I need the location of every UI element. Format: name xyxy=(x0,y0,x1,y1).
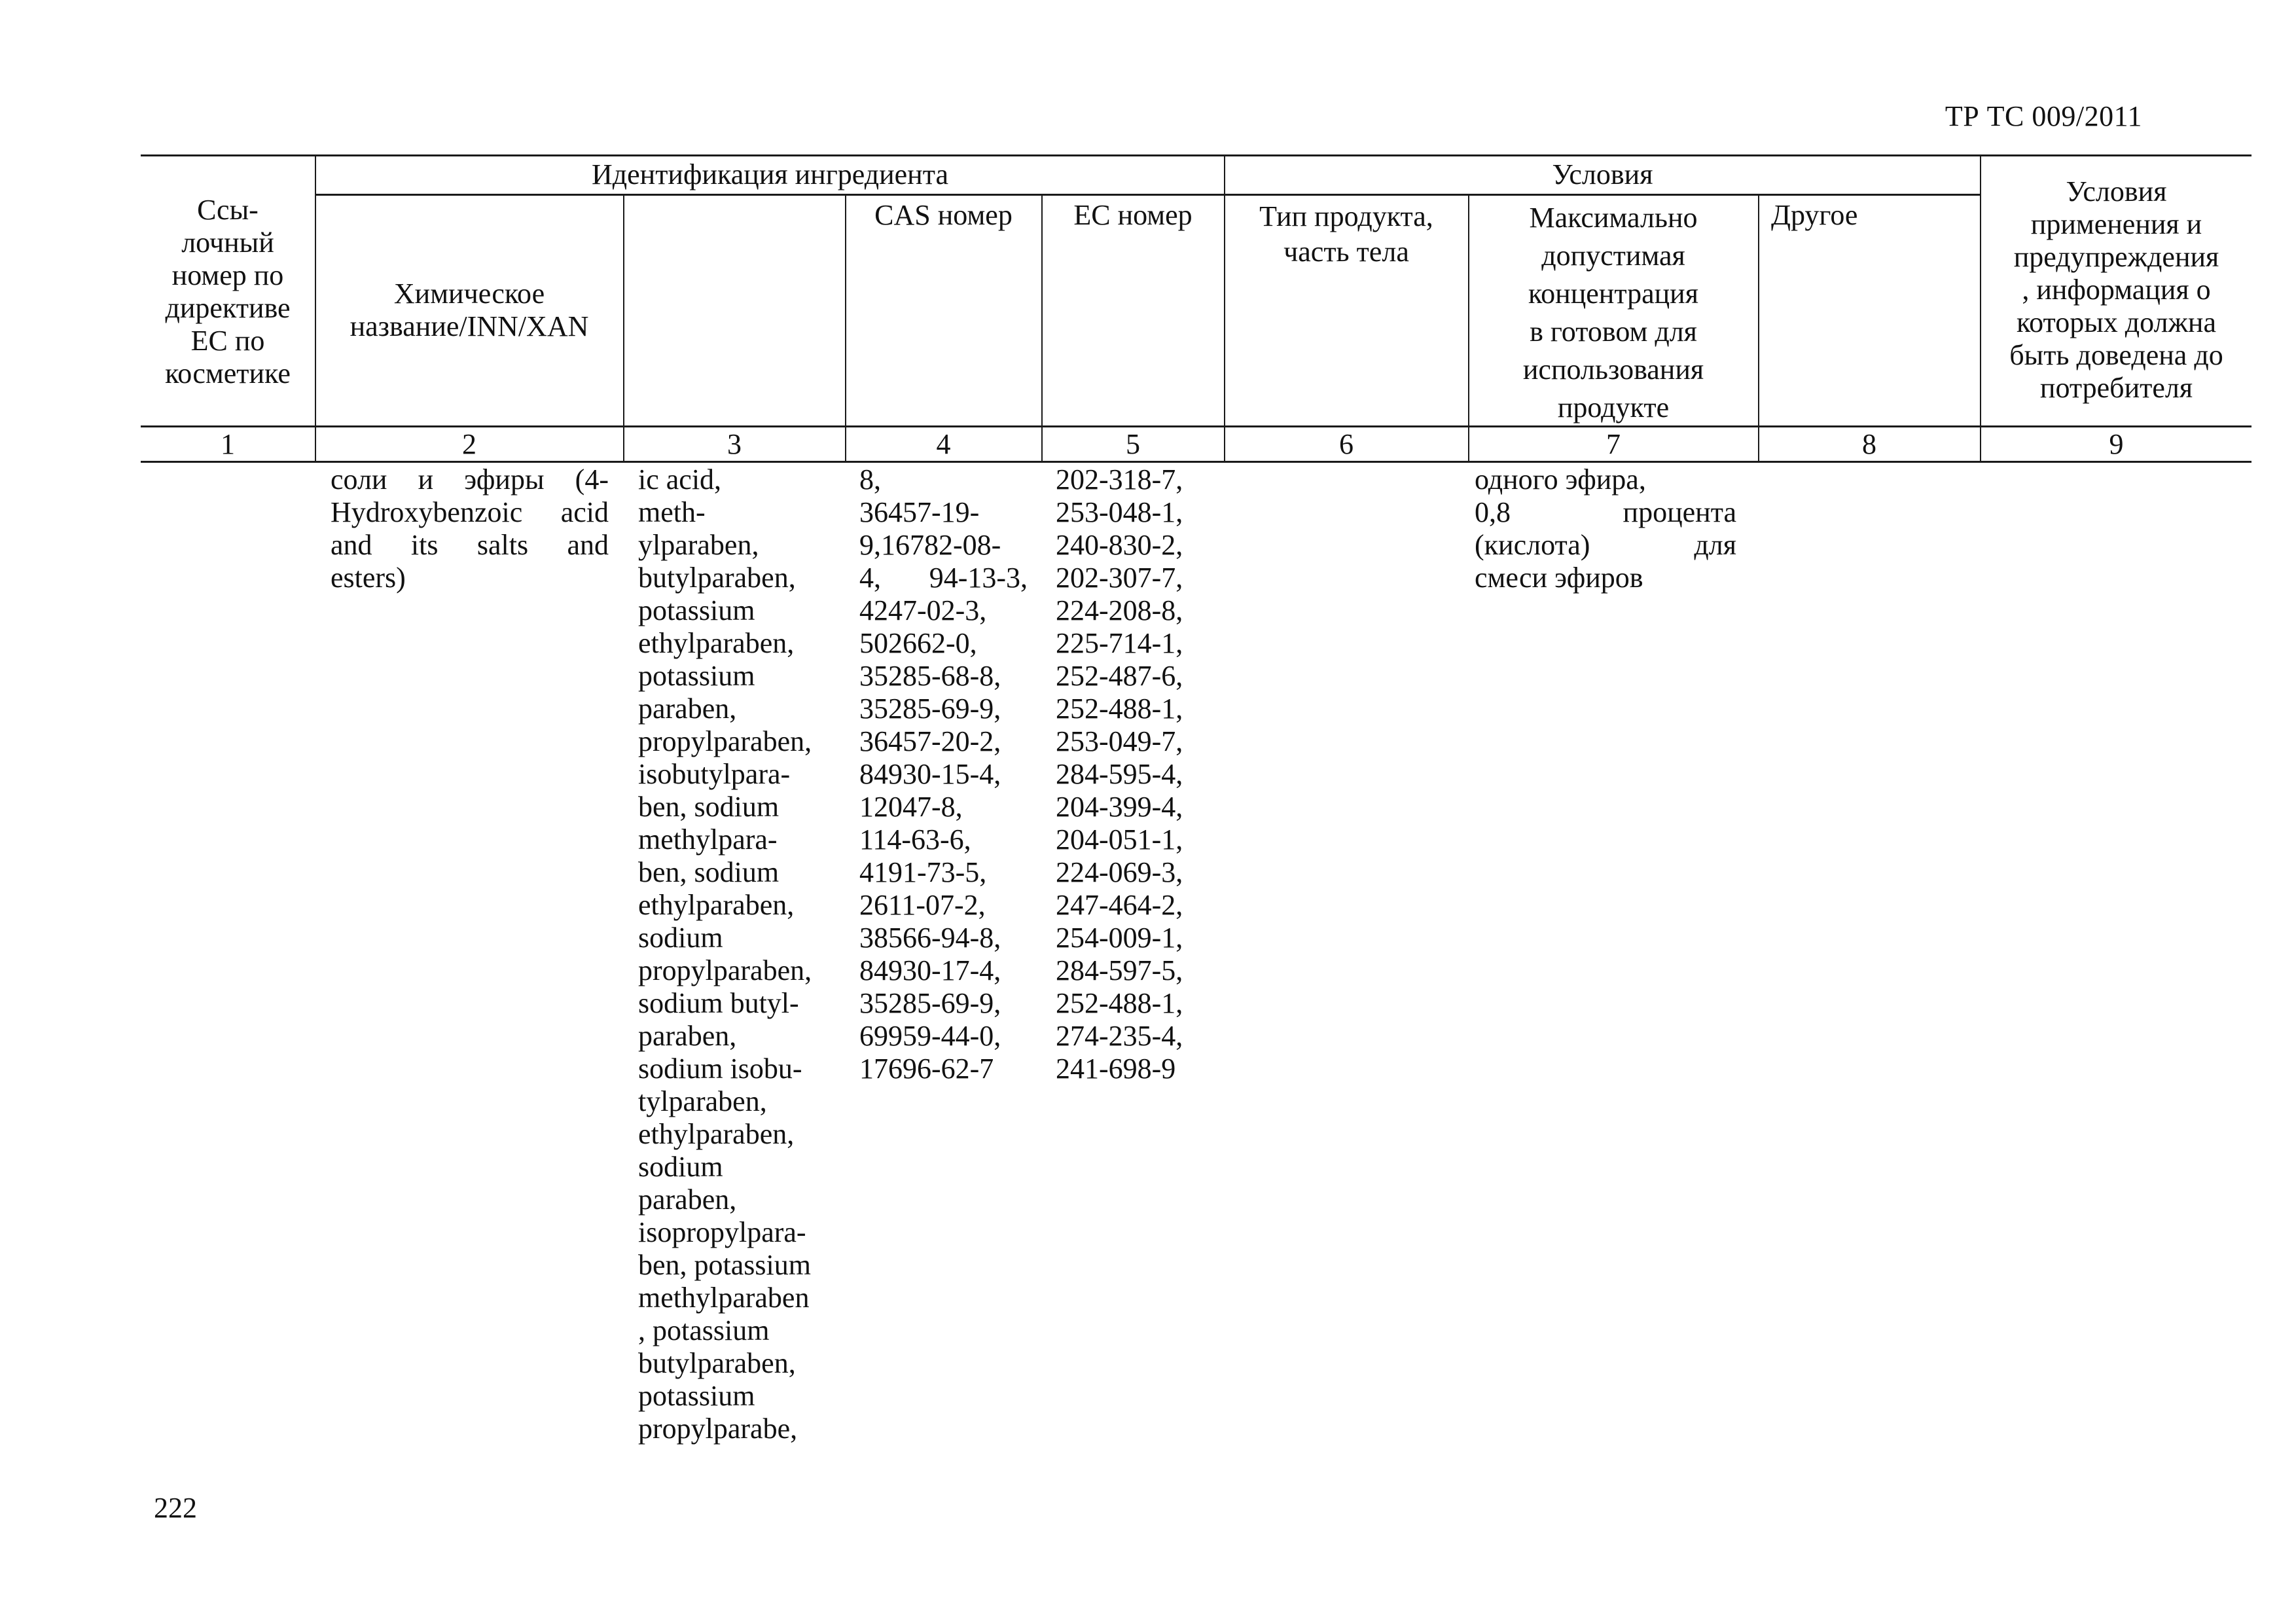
column-numbers-top-rule xyxy=(141,425,2251,427)
text-word: для xyxy=(1694,529,1736,561)
text-word: salts xyxy=(476,529,529,561)
text-word: 36457-19- xyxy=(859,496,980,528)
text-word: 94-13-3, xyxy=(929,562,1028,594)
text-word: 12047-8, xyxy=(859,791,963,823)
col-divider-7 xyxy=(1758,194,1759,461)
header-other: Другое xyxy=(1771,199,1858,231)
page-number: 222 xyxy=(154,1492,197,1524)
text-word: смеси эфиров xyxy=(1475,562,1643,594)
text-word: its xyxy=(410,529,439,561)
text-line xyxy=(331,496,609,529)
text-word: процента xyxy=(1623,496,1736,528)
text-word: 69959-44-0, xyxy=(859,1020,1001,1052)
header-conditions: Условия xyxy=(1552,158,1653,190)
row-cas-numbers xyxy=(859,463,1028,1085)
column-number-5: 5 xyxy=(1126,428,1140,460)
text-line xyxy=(859,823,1028,856)
text-word: эфиры xyxy=(464,463,545,496)
text-line xyxy=(859,562,1028,594)
header-subgroup-rule-right xyxy=(1225,194,1981,196)
header-max-concentration: Максимально допустимая концентрация в готовом для использования продукте xyxy=(1522,202,1704,424)
text-word: 4247-02-3, xyxy=(859,594,987,626)
column-number-3: 3 xyxy=(727,428,742,460)
text-line xyxy=(1475,529,1736,562)
text-word: 35285-69-9, xyxy=(859,987,1001,1019)
row-chemical-name xyxy=(331,463,609,594)
col-divider-4 xyxy=(1041,194,1043,461)
text-word: 38566-94-8, xyxy=(859,922,1001,954)
text-word: соли xyxy=(331,463,387,496)
text-word: Hydroxybenzoic xyxy=(331,496,523,528)
text-word: 84930-17-4, xyxy=(859,954,1001,986)
column-number-2: 2 xyxy=(462,428,476,460)
text-line xyxy=(859,496,1028,529)
text-line xyxy=(859,1053,1028,1085)
text-line xyxy=(859,463,1028,496)
text-line xyxy=(859,627,1028,660)
column-number-8: 8 xyxy=(1862,428,1876,460)
text-line xyxy=(859,987,1028,1020)
document-code: ТР ТС 009/2011 xyxy=(1945,100,2142,132)
header-usage-conditions: Условия применения и предупреждения , информация о которых должна быть доведена до потребителя xyxy=(2009,175,2223,404)
col-divider-3 xyxy=(845,194,846,461)
text-line xyxy=(331,463,609,496)
column-number-6: 6 xyxy=(1339,428,1354,460)
text-line xyxy=(859,889,1028,922)
text-line xyxy=(859,1020,1028,1053)
column-number-4: 4 xyxy=(936,428,951,460)
text-word: 0,8 xyxy=(1475,496,1511,528)
row-inn-names: ic acid, meth- ylparaben, butylparaben, potassium ethylparaben, potassium paraben, propylparaben, isobutylpara- ben, sodium methylpara- ben, sodium ethylparaben, sodium propylparaben, sodium butyl- paraben, sodium isobu- tylparaben, ethylparaben, sodium paraben, isopropylpara- ben, potassium methylparaben , potassium butylparaben, potassium propylparabe, xyxy=(638,463,812,1445)
text-word: and xyxy=(567,529,609,561)
row-max-concentration xyxy=(1475,463,1736,594)
column-number-9: 9 xyxy=(2109,428,2124,460)
text-line xyxy=(859,725,1028,758)
text-word: (кислота) xyxy=(1475,529,1590,561)
text-word: 17696-62-7 xyxy=(859,1053,994,1085)
text-word: 114-63-6, xyxy=(859,823,971,856)
text-line xyxy=(1475,463,1736,496)
text-word: and xyxy=(331,529,372,561)
text-word: (4- xyxy=(575,463,609,496)
text-line xyxy=(859,594,1028,627)
header-ref-number: Ссы- лочный номер по директиве ЕС по косметике xyxy=(165,194,291,389)
text-word: 35285-68-8, xyxy=(859,660,1001,692)
col-divider-2 xyxy=(623,194,624,461)
text-line xyxy=(859,954,1028,987)
text-line xyxy=(859,856,1028,889)
text-word: одного эфира, xyxy=(1475,463,1646,496)
header-cas-number: CAS номер xyxy=(874,199,1013,231)
text-word: 9,16782-08- xyxy=(859,529,1001,561)
text-line xyxy=(859,693,1028,725)
text-line xyxy=(1475,496,1736,529)
text-word: 4, xyxy=(859,562,881,594)
text-word: и xyxy=(418,463,434,496)
text-line xyxy=(859,922,1028,954)
text-line xyxy=(859,758,1028,791)
column-number-7: 7 xyxy=(1606,428,1621,460)
text-word: 502662-0, xyxy=(859,627,977,659)
text-line xyxy=(859,791,1028,823)
column-number-1: 1 xyxy=(221,428,235,460)
table-top-border xyxy=(141,154,2251,156)
text-word: 8, xyxy=(859,463,881,496)
row-ec-numbers: 202-318-7, 253-048-1, 240-830-2, 202-307-7, 224-208-8, 225-714-1, 252-487-6, 252-488-1, 253-049-7, 284-595-4, 204-399-4, 204-051-1, 224-069-3, 247-464-2, 254-009-1, 284-597-5, 252-488-1, 274-235-4, 241-698-9 xyxy=(1056,463,1183,1085)
text-word: 36457-20-2, xyxy=(859,725,1001,757)
text-line xyxy=(331,562,609,594)
text-word: 35285-69-9, xyxy=(859,693,1001,725)
text-word: 2611-07-2, xyxy=(859,889,986,921)
header-chemical-name: Химическое название/INN/XAN xyxy=(350,278,589,342)
header-subgroup-rule-left xyxy=(315,194,1225,196)
text-line xyxy=(859,529,1028,562)
text-line xyxy=(331,529,609,562)
text-line xyxy=(859,660,1028,693)
text-line xyxy=(1475,562,1736,594)
header-ingredient-identification: Идентификация ингредиента xyxy=(591,158,949,190)
text-word: acid xyxy=(560,496,609,528)
column-numbers-bottom-rule xyxy=(141,461,2251,463)
text-word: esters) xyxy=(331,562,406,594)
header-ec-number: ЕС номер xyxy=(1073,199,1193,231)
text-word: 84930-15-4, xyxy=(859,758,1001,790)
header-product-type: Тип продукта, часть тела xyxy=(1259,200,1433,268)
text-word: 4191-73-5, xyxy=(859,856,987,888)
